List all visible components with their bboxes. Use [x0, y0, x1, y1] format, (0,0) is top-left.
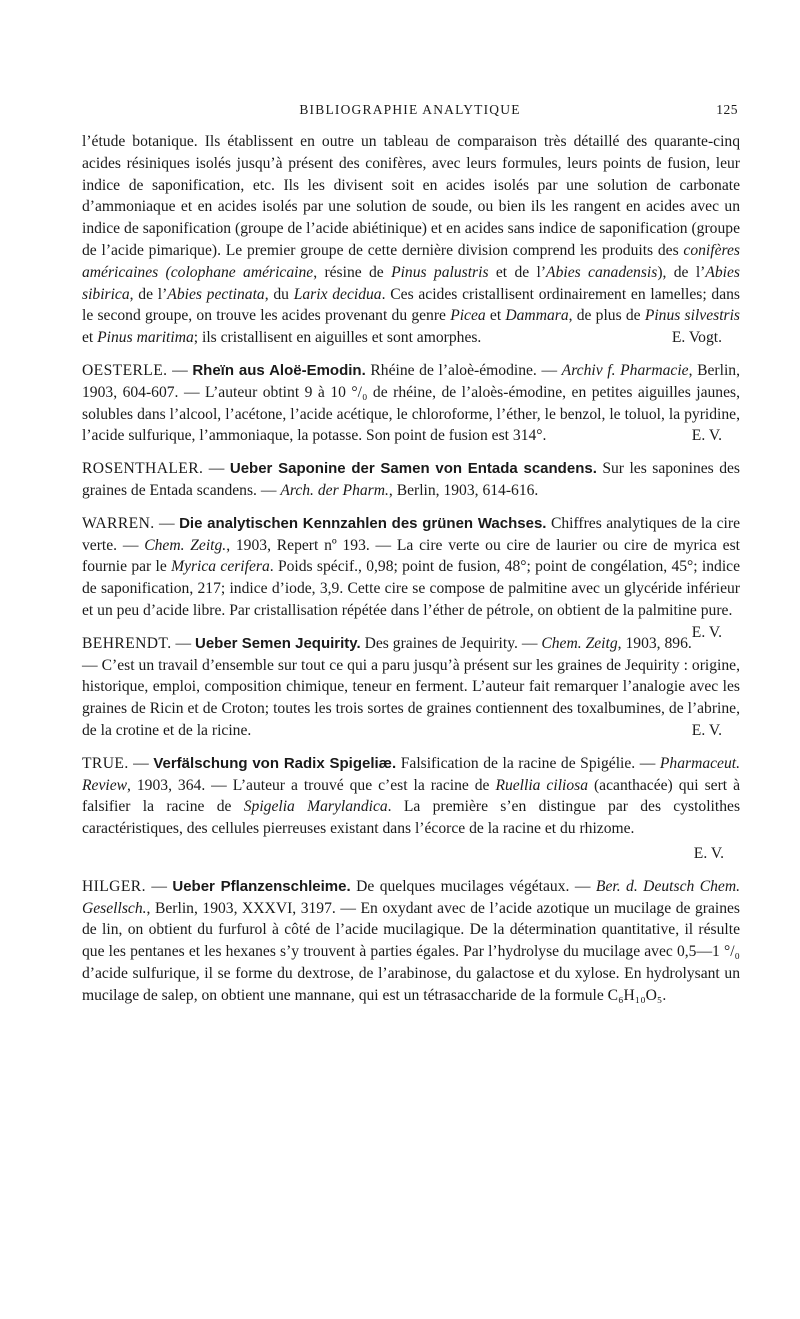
entry-rosenthaler	[82, 458, 740, 502]
text: l’étude botanique. Ils établissent en outre un tableau de comparaison très détaillé des quarante-cinq acides résiniques isolés jusqu’à présent des conifères, avec leurs formules, leurs points de fusion, leur indice de saponification, etc. Ils les divisent soit en acides isolés par une solution de carbonate d’ammoniaque et en acides isolés par une solution de soude, ou bien ils les rangent en acides avec un indice de saponification (groupe de l’acide abiétinique) et en acides sans indice de saponification (groupe de l’acide pimarique). Le premier groupe de cette dernière division comprend les produits des	[82, 133, 740, 259]
text: , de l’	[129, 285, 168, 303]
text: , de plus de	[568, 307, 645, 325]
chemical-formula: C₆H₁₀O₅.	[607, 986, 667, 1004]
entry-author: ROSENTHALER.	[82, 460, 204, 478]
italic-text: Abies pectinata	[167, 285, 265, 303]
italic-text: Ber. d. Deutsch Chem. Gesellsch.	[82, 877, 741, 917]
text: De quelques mucilages végétaux. —	[350, 877, 596, 895]
text: , du	[264, 285, 294, 303]
page-body	[82, 131, 740, 1017]
italic-text: Chem. Zeitg	[541, 634, 618, 652]
running-header	[82, 102, 738, 122]
entry-title: Verfälschung von Radix Spigeliæ.	[153, 754, 397, 772]
italic-text: Ruellia ciliosa	[495, 776, 589, 794]
italic-text: Abies canadensis	[546, 263, 658, 281]
entry-signature: E. V.	[693, 844, 724, 862]
entry-behrendt	[82, 633, 740, 742]
entry-title: Ueber Semen Jequirity.	[194, 634, 361, 652]
text: Chiffres analytiques de la cire verte. —	[82, 514, 740, 554]
text: ), de l’	[657, 263, 706, 281]
entry-hilger	[82, 876, 740, 1007]
entry-author: OESTERLE.	[82, 361, 168, 379]
entry-author: BEHRENDT.	[82, 634, 172, 652]
italic-text: Pinus palustris	[391, 263, 489, 281]
text: —	[203, 460, 230, 478]
italic-text: Spigelia Marylandica	[243, 798, 388, 816]
entry-continuation	[82, 131, 740, 349]
text: et	[485, 307, 506, 325]
italic-text: Chem. Zeitg.	[144, 536, 227, 554]
entry-oesterle	[82, 360, 740, 447]
text: , 1903, Repert nº 193. — La cire verte ou cire de laurier ou cire de myrica est fournie par le	[82, 536, 740, 576]
text: (acanthacée) qui sert à falsifier la racine de	[82, 776, 740, 816]
entry-title: Ueber Pflanzenschleime.	[172, 877, 351, 895]
entry-title: Ueber Saponine der Samen von Entada scandens.	[229, 460, 597, 478]
entry-author: WARREN.	[82, 514, 155, 532]
text: —	[167, 361, 193, 379]
text: —	[154, 514, 180, 532]
text: Rhéine de l’aloè-émodine. —	[365, 361, 562, 379]
entry-signature: E. V.	[691, 427, 722, 445]
text: , Berlin, 1903, 604-607. — L’auteur obtint 9 à 10 °/₀ de rhéine, de l’aloès-émodine, en petites aiguilles jaunes, solubles dans l’alcool, l’acétone, l’acide acétique, le chloroforme, l’éther, le benzol, le toluol, la pyridine, l’acide sulfurique, l’ammoniaque, la potasse. Son point de fusion est 314°.	[82, 361, 740, 445]
italic-text: Archiv f. Pharmacie	[561, 361, 689, 379]
text: Sur les saponines des graines de Entada scandens. —	[82, 460, 741, 499]
italic-text: Picea	[450, 307, 486, 325]
entry-true	[82, 753, 740, 840]
text: , 1903, 364. — L’auteur a trouvé que c’est la racine de	[127, 776, 496, 794]
entry-title: Die analytischen Kennzahlen des grünen Wachses.	[179, 514, 547, 532]
text: , Berlin, 1903, XXXVI, 3197. — En oxydant avec de l’acide azotique un mucilage de graines de lin, on obtient du furfurol à côté de l’acide mucilagique. De la détermination quantitative, il résulte que les pentanes et les hexanes s’y trouvent à parties égales. Par l’hydrolyse du mucilage avec 0,5—1 °/₀ d’acide sulfurique, il se forme du dextrose, de l’arabinose, du galactose et du xylose. En hydrolysant un mucilage de salep, on obtient une mannane, qui est un tétrasaccharide de la formule	[82, 899, 740, 1004]
text: Falsification de la racine de Spigélie. —	[396, 754, 660, 772]
text: —	[128, 754, 154, 772]
header-title: BIBLIOGRAPHIE ANALYTIQUE	[299, 102, 521, 117]
italic-text: Abies sibirica	[82, 263, 740, 303]
text: , 1903, 896. — C’est un travail d’ensemble sur tout ce qui a paru jusqu’à présent sur les graines de Jequirity : origine, historique, emploi, composition chimique, teneur en ferment. L’auteur fait remarquer l’analogie avec les graines de Ricin et de Croton; toutes les trois sortes de graines contiennent des toxalbumines, de l’abrine, de la crotine et de la ricine.	[82, 634, 740, 739]
text: , Berlin, 1903, 614-616.	[388, 481, 539, 499]
entry-signature-line	[82, 843, 740, 865]
text: —	[145, 877, 173, 895]
italic-text: Pinus silvestris	[644, 307, 740, 325]
entry-author: TRUE.	[82, 754, 129, 772]
entry-author: HILGER.	[82, 877, 146, 895]
italic-text: Larix decidua	[293, 285, 382, 303]
text: . Ces acides cristallisent ordinairement en lamelles; dans le second groupe, on trouve les acides provenant du genre	[82, 285, 740, 325]
entry-signature: E. V.	[691, 623, 722, 641]
italic-text: Dammara	[505, 307, 569, 325]
text: —	[171, 634, 195, 652]
entry-signature: E. V.	[691, 721, 722, 739]
italic-text: Arch. der Pharm.	[280, 481, 389, 499]
italic-text: conifères américaines (colophane américaine	[82, 241, 740, 281]
text: . La première s’en distingue par des cystolithes caractéristiques, des cellules pierreuses existant dans l’écorce de la racine et du rhizome.	[82, 798, 741, 838]
text: Des graines de Jequirity. —	[360, 634, 542, 652]
text: et de l’	[488, 263, 547, 281]
page-number: 125	[716, 102, 738, 117]
entry-signature: E. Vogt.	[671, 329, 722, 347]
entry-title: Rheïn aus Aloë-Emodin.	[192, 361, 366, 379]
text: ; ils cristallisent en aiguilles et sont amorphes.	[193, 329, 482, 347]
text: , résine de	[313, 263, 392, 281]
italic-text: Pinus maritima	[97, 329, 194, 347]
text: et	[82, 329, 98, 347]
text: . Poids spécif., 0,98; point de fusion, 48°; point de congélation, 45°; indice de saponification, 217; indice d’iode, 3,9. Cette cire se compose de palmitine avec un glycéride inférieur et un peu d’acide libre. Par cristallisation répétée dans l’éther de pétrole, on obtient de la palmitine pure.	[82, 558, 740, 619]
entry-warren	[82, 513, 740, 641]
italic-text: Pharmaceut. Review	[82, 754, 741, 794]
italic-text: Myrica cerifera	[171, 558, 270, 576]
